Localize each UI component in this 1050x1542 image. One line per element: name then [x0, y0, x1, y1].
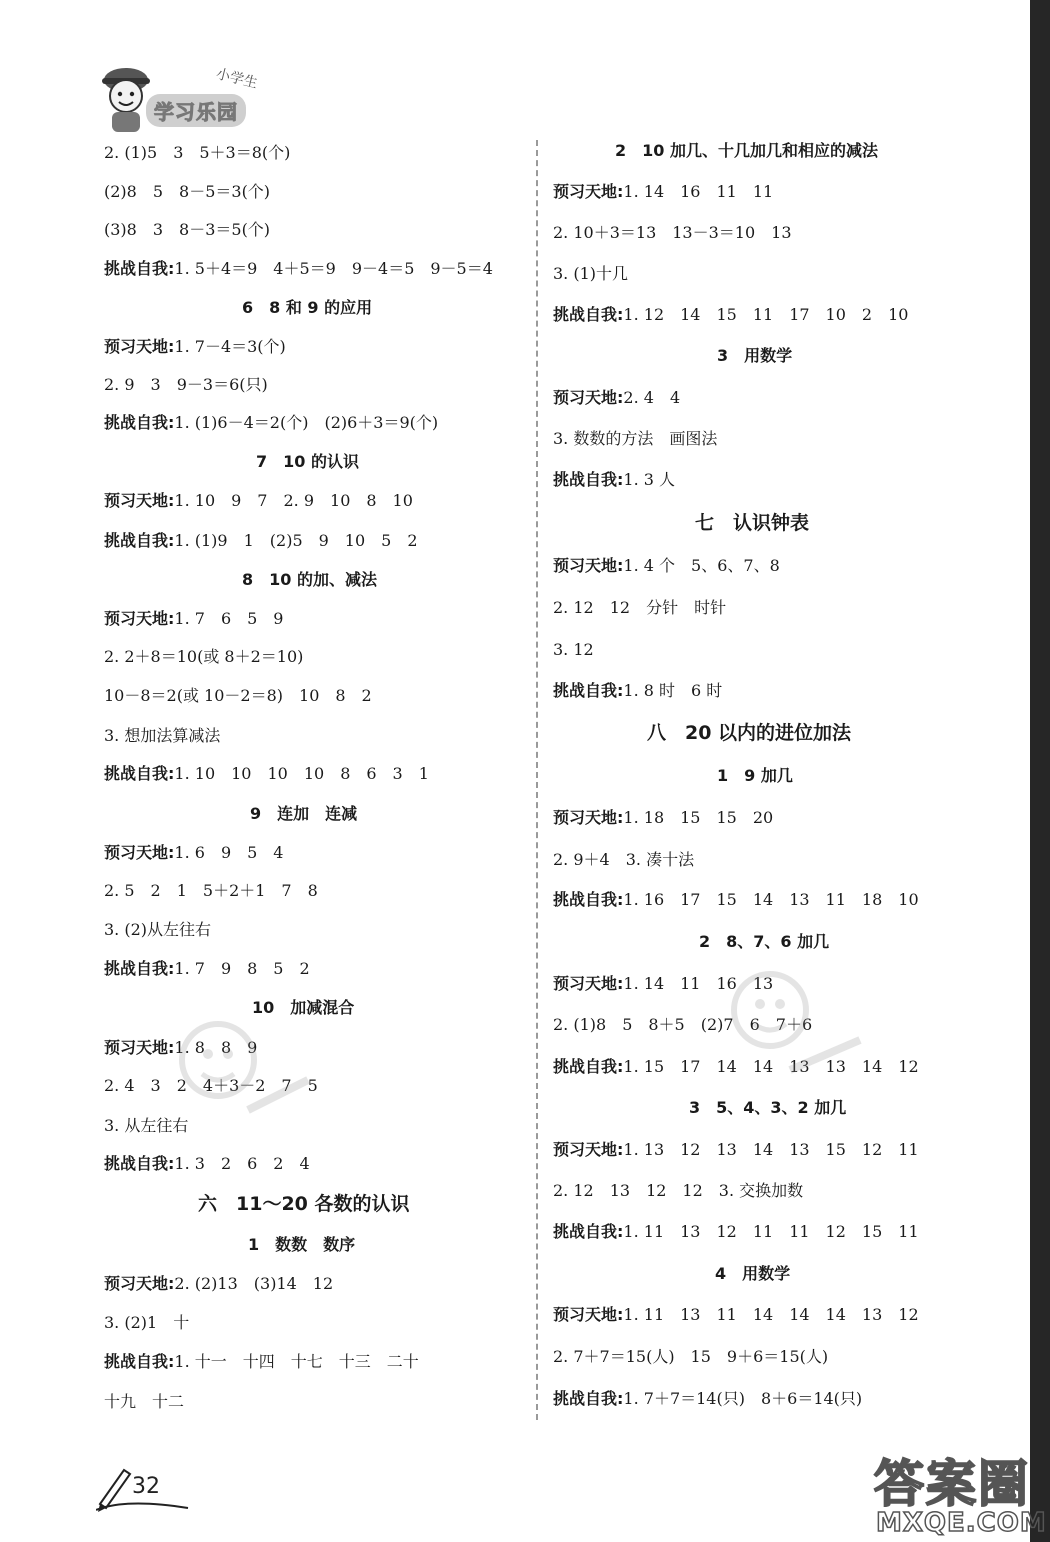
brand-title: 学习乐园 — [146, 94, 246, 127]
section-heading: 3 用数学 — [717, 346, 793, 365]
answer-line: 3. 想加法算减法 — [104, 726, 221, 745]
site-logo-url: MXQE.COM — [876, 1508, 1047, 1538]
site-logo-text: 答案圈 — [874, 1455, 1030, 1513]
header-logo — [98, 64, 288, 136]
answer-line: 挑战自我:1. 15 17 14 14 13 13 14 12 — [553, 1057, 919, 1076]
answer-line: 挑战自我:1. 3 2 6 2 4 — [104, 1154, 310, 1173]
answer-label: 挑战自我: — [553, 1389, 624, 1408]
column-divider — [536, 140, 538, 1420]
answer-line: 3. 从左往右 — [104, 1116, 189, 1135]
page-number-text: 32 — [132, 1474, 160, 1499]
answer-line: 挑战自我:1. (1)9 1 (2)5 9 10 5 2 — [104, 531, 418, 550]
answer-line: 3. 数数的方法 画图法 — [553, 429, 718, 448]
answer-label: 挑战自我: — [104, 1352, 175, 1371]
answer-line: 挑战自我:1. 3 人 — [553, 470, 676, 489]
answer-line: 挑战自我:1. 12 14 15 11 17 10 2 10 — [553, 305, 909, 324]
site-watermark-logo — [868, 1444, 1047, 1542]
answer-label: 挑战自我: — [104, 959, 175, 978]
answer-label: 预习天地: — [553, 974, 624, 993]
answer-line: 挑战自我:1. 十一 十四 十七 十三 二十 — [104, 1352, 419, 1371]
answer-line: 挑战自我:1. 8 时 6 时 — [553, 681, 723, 700]
answer-label: 预习天地: — [553, 182, 624, 201]
answer-line: 预习天地:2. (2)13 (3)14 12 — [104, 1274, 334, 1293]
answer-line: (2)8 5 8－5＝3(个) — [104, 182, 271, 201]
answer-label: 预习天地: — [553, 556, 624, 575]
answer-line: 3. (1)十几 — [553, 264, 629, 283]
section-heading: 1 数数 数序 — [248, 1235, 356, 1254]
section-heading: 9 连加 连减 — [250, 804, 358, 823]
answer-line: 2. 9 3 9－3＝6(只) — [104, 375, 268, 394]
section-heading: 4 用数学 — [715, 1264, 791, 1283]
answer-line: 预习天地:2. 4 4 — [553, 388, 681, 407]
answer-line: 预习天地:1. 7 6 5 9 — [104, 609, 284, 628]
answer-label: 预习天地: — [104, 1274, 175, 1293]
answer-label: 挑战自我: — [553, 470, 624, 489]
watermark-icon — [168, 1010, 318, 1140]
answer-line: 3. (2)1 十 — [104, 1313, 190, 1332]
answer-line: 预习天地:1. 14 16 11 11 — [553, 182, 774, 201]
answer-line: 挑战自我:1. 16 17 15 14 13 11 18 10 — [553, 890, 919, 909]
section-heading: 3 5、4、3、2 加几 — [689, 1098, 847, 1117]
answer-line: (3)8 3 8－3＝5(个) — [104, 220, 271, 239]
answer-label: 预习天地: — [104, 491, 175, 510]
answer-label: 挑战自我: — [104, 1154, 175, 1173]
answer-line: 预习天地:1. 8 8 9 — [104, 1038, 258, 1057]
answer-line: 2. 4 3 2 4＋3－2 7 5 — [104, 1076, 318, 1095]
answer-line: 预习天地:1. 6 9 5 4 — [104, 843, 284, 862]
answer-label: 预习天地: — [104, 1038, 175, 1057]
answer-line: 2. 2＋8＝10(或 8＋2＝10) — [104, 647, 304, 666]
answer-label: 挑战自我: — [104, 764, 175, 783]
answer-line: 2. 5 2 1 5＋2＋1 7 8 — [104, 881, 318, 900]
page-edge-shadow — [1030, 0, 1050, 1542]
section-heading: 1 9 加几 — [717, 766, 793, 785]
section-heading: 2 10 加几、十几加几和相应的减法 — [615, 141, 878, 160]
answer-label: 预习天地: — [104, 337, 175, 356]
answer-line: 挑战自我:1. 11 13 12 11 11 12 15 11 — [553, 1222, 919, 1241]
answer-line: 挑战自我:1. 10 10 10 10 8 6 3 1 — [104, 764, 429, 783]
section-heading: 6 8 和 9 的应用 — [242, 298, 373, 317]
answer-line: 挑战自我:1. 7＋7＝14(只) 8＋6＝14(只) — [553, 1389, 863, 1408]
answer-line: 预习天地:1. 7－4＝3(个) — [104, 337, 286, 356]
answer-line: 预习天地:1. 18 15 15 20 — [553, 808, 774, 827]
answer-line: 3. (2)从左往右 — [104, 920, 212, 939]
unit-heading: 七 认识钟表 — [695, 512, 810, 534]
section-heading: 7 10 的认识 — [256, 452, 359, 471]
answer-label: 挑战自我: — [553, 1057, 624, 1076]
watermark-icon — [720, 960, 870, 1110]
answer-label: 预习天地: — [104, 609, 175, 628]
page-number — [96, 1464, 196, 1514]
answer-label: 挑战自我: — [104, 413, 175, 432]
unit-heading: 六 11～20 各数的认识 — [198, 1193, 410, 1215]
answer-label: 挑战自我: — [553, 1222, 624, 1241]
answer-label: 预习天地: — [104, 843, 175, 862]
answer-line: 2. 12 13 12 12 3. 交换加数 — [553, 1181, 804, 1200]
answer-line: 3. 12 — [553, 640, 594, 659]
mascot-icon — [98, 64, 154, 134]
answer-label: 预习天地: — [553, 388, 624, 407]
answer-line: 2. 10＋3＝13 13－3＝10 13 — [553, 223, 792, 242]
answer-line: 2. (1)5 3 5＋3＝8(个) — [104, 143, 291, 162]
answer-label: 预习天地: — [553, 808, 624, 827]
answer-label: 预习天地: — [553, 1305, 624, 1324]
answer-line: 预习天地:1. 14 11 16 13 — [553, 974, 774, 993]
answer-line: 10－8＝2(或 10－2＝8) 10 8 2 — [104, 686, 372, 705]
section-heading: 2 8、7、6 加几 — [699, 932, 830, 951]
answer-line: 2. 7＋7＝15(人) 15 9＋6＝15(人) — [553, 1347, 829, 1366]
answer-label: 挑战自我: — [553, 681, 624, 700]
unit-heading: 八 20 以内的进位加法 — [647, 722, 852, 744]
answer-label: 挑战自我: — [104, 259, 175, 278]
section-heading: 8 10 的加、减法 — [242, 570, 377, 589]
answer-line: 预习天地:1. 10 9 7 2. 9 10 8 10 — [104, 491, 413, 510]
answer-line: 2. 12 12 分针 时针 — [553, 598, 727, 617]
answer-line: 挑战自我:1. (1)6－4＝2(个) (2)6＋3＝9(个) — [104, 413, 439, 432]
answer-label: 预习天地: — [553, 1140, 624, 1159]
section-heading: 10 加减混合 — [252, 998, 355, 1017]
answer-line: 2. (1)8 5 8＋5 (2)7 6 7＋6 — [553, 1015, 813, 1034]
answer-line: 挑战自我:1. 7 9 8 5 2 — [104, 959, 310, 978]
answer-line: 预习天地:1. 13 12 13 14 13 15 12 11 — [553, 1140, 919, 1159]
answer-line: 挑战自我:1. 5＋4＝9 4＋5＝9 9－4＝5 9－5＝4 — [104, 259, 493, 278]
answer-line: 预习天地:1. 4 个 5、6、7、8 — [553, 556, 780, 575]
answer-label: 挑战自我: — [553, 305, 624, 324]
brand-subtitle: 小学生 — [214, 66, 260, 92]
answer-label: 挑战自我: — [104, 531, 175, 550]
answer-line: 预习天地:1. 11 13 11 14 14 14 13 12 — [553, 1305, 919, 1324]
answer-line: 十九 十二 — [104, 1392, 185, 1411]
answer-label: 挑战自我: — [553, 890, 624, 909]
answer-line: 2. 9＋4 3. 凑十法 — [553, 850, 695, 869]
